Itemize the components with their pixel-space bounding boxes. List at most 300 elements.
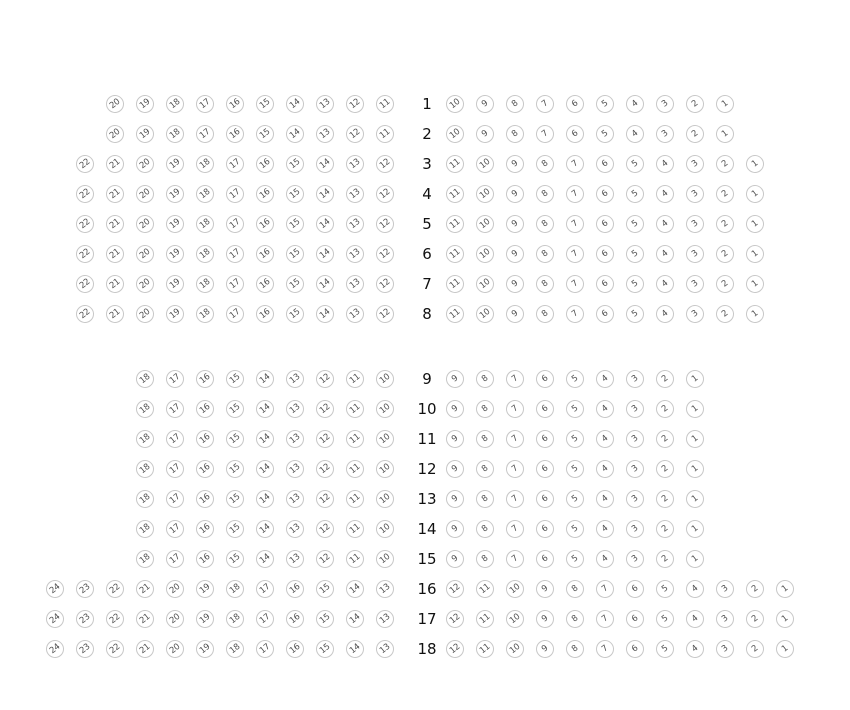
seat[interactable]: 17 xyxy=(162,426,187,451)
seat[interactable]: 13 xyxy=(282,456,307,481)
seat[interactable]: 8 xyxy=(502,121,527,146)
seat[interactable]: 7 xyxy=(532,91,557,116)
seat[interactable]: 12 xyxy=(342,121,367,146)
seat[interactable]: 4 xyxy=(682,636,707,661)
seat[interactable]: 16 xyxy=(192,396,217,421)
seat[interactable]: 23 xyxy=(72,606,97,631)
seat[interactable]: 1 xyxy=(772,576,797,601)
seat[interactable]: 7 xyxy=(502,516,527,541)
seat[interactable]: 5 xyxy=(562,426,587,451)
seat[interactable]: 19 xyxy=(162,211,187,236)
seat[interactable]: 11 xyxy=(442,181,467,206)
seat[interactable]: 7 xyxy=(562,271,587,296)
seat[interactable]: 2 xyxy=(712,181,737,206)
seat[interactable]: 17 xyxy=(162,486,187,511)
seat[interactable]: 9 xyxy=(442,366,467,391)
seat[interactable]: 4 xyxy=(622,91,647,116)
seat[interactable]: 15 xyxy=(282,151,307,176)
seat[interactable]: 3 xyxy=(622,366,647,391)
seat[interactable]: 21 xyxy=(102,151,127,176)
seat[interactable]: 14 xyxy=(252,366,277,391)
seat[interactable]: 5 xyxy=(622,241,647,266)
seat[interactable]: 17 xyxy=(222,271,247,296)
seat[interactable]: 14 xyxy=(282,121,307,146)
seat[interactable]: 4 xyxy=(652,211,677,236)
seat[interactable]: 19 xyxy=(162,151,187,176)
seat[interactable]: 14 xyxy=(312,271,337,296)
seat[interactable]: 21 xyxy=(102,181,127,206)
seat[interactable]: 2 xyxy=(682,91,707,116)
seat[interactable]: 14 xyxy=(342,606,367,631)
seat[interactable]: 12 xyxy=(312,546,337,571)
seat[interactable]: 13 xyxy=(342,151,367,176)
seat[interactable]: 4 xyxy=(682,606,707,631)
seat[interactable]: 2 xyxy=(712,301,737,326)
seat[interactable]: 1 xyxy=(712,121,737,146)
seat[interactable]: 18 xyxy=(192,301,217,326)
seat[interactable]: 2 xyxy=(712,271,737,296)
seat[interactable]: 12 xyxy=(372,241,397,266)
seat[interactable]: 1 xyxy=(682,396,707,421)
seat[interactable]: 10 xyxy=(472,301,497,326)
seat[interactable]: 21 xyxy=(102,301,127,326)
seat[interactable]: 5 xyxy=(652,576,677,601)
seat[interactable]: 4 xyxy=(652,301,677,326)
seat[interactable]: 9 xyxy=(502,301,527,326)
seat[interactable]: 18 xyxy=(192,211,217,236)
seat[interactable]: 14 xyxy=(342,636,367,661)
seat[interactable]: 20 xyxy=(102,91,127,116)
seat[interactable]: 19 xyxy=(132,91,157,116)
seat[interactable]: 16 xyxy=(222,91,247,116)
seat[interactable]: 17 xyxy=(252,636,277,661)
seat[interactable]: 4 xyxy=(592,486,617,511)
seat[interactable]: 18 xyxy=(192,151,217,176)
seat[interactable]: 6 xyxy=(592,151,617,176)
seat[interactable]: 13 xyxy=(282,426,307,451)
seat[interactable]: 6 xyxy=(622,606,647,631)
seat[interactable]: 12 xyxy=(442,636,467,661)
seat[interactable]: 17 xyxy=(222,151,247,176)
seat[interactable]: 4 xyxy=(652,271,677,296)
seat[interactable]: 5 xyxy=(562,456,587,481)
seat[interactable]: 3 xyxy=(682,241,707,266)
seat[interactable]: 13 xyxy=(342,271,367,296)
seat[interactable]: 9 xyxy=(442,456,467,481)
seat[interactable]: 1 xyxy=(772,636,797,661)
seat[interactable]: 11 xyxy=(442,211,467,236)
seat[interactable]: 16 xyxy=(252,181,277,206)
seat[interactable]: 6 xyxy=(592,271,617,296)
seat[interactable]: 9 xyxy=(502,181,527,206)
seat[interactable]: 15 xyxy=(282,241,307,266)
seat[interactable]: 10 xyxy=(372,426,397,451)
seat[interactable]: 7 xyxy=(562,151,587,176)
seat[interactable]: 15 xyxy=(312,606,337,631)
seat[interactable]: 3 xyxy=(682,301,707,326)
seat[interactable]: 3 xyxy=(682,151,707,176)
seat[interactable]: 14 xyxy=(282,91,307,116)
seat[interactable]: 17 xyxy=(162,516,187,541)
seat[interactable]: 19 xyxy=(132,121,157,146)
seat[interactable]: 3 xyxy=(682,271,707,296)
seat[interactable]: 21 xyxy=(132,636,157,661)
seat[interactable]: 15 xyxy=(222,486,247,511)
seat[interactable]: 16 xyxy=(192,516,217,541)
seat[interactable]: 16 xyxy=(252,271,277,296)
seat[interactable]: 5 xyxy=(562,546,587,571)
seat[interactable]: 5 xyxy=(562,366,587,391)
seat[interactable]: 18 xyxy=(222,636,247,661)
seat[interactable]: 1 xyxy=(742,241,767,266)
seat[interactable]: 11 xyxy=(442,271,467,296)
seat[interactable]: 20 xyxy=(132,151,157,176)
seat[interactable]: 8 xyxy=(562,606,587,631)
seat[interactable]: 14 xyxy=(252,516,277,541)
seat[interactable]: 14 xyxy=(252,456,277,481)
seat[interactable]: 18 xyxy=(132,426,157,451)
seat[interactable]: 15 xyxy=(282,181,307,206)
seat[interactable]: 6 xyxy=(532,366,557,391)
seat[interactable]: 18 xyxy=(222,606,247,631)
seat[interactable]: 4 xyxy=(592,456,617,481)
seat[interactable]: 16 xyxy=(282,636,307,661)
seat[interactable]: 3 xyxy=(622,456,647,481)
seat[interactable]: 20 xyxy=(132,181,157,206)
seat[interactable]: 16 xyxy=(222,121,247,146)
seat[interactable]: 13 xyxy=(282,546,307,571)
seat[interactable]: 6 xyxy=(592,301,617,326)
seat[interactable]: 18 xyxy=(192,241,217,266)
seat[interactable]: 15 xyxy=(282,271,307,296)
seat[interactable]: 13 xyxy=(372,576,397,601)
seat[interactable]: 12 xyxy=(372,211,397,236)
seat[interactable]: 10 xyxy=(372,396,397,421)
seat[interactable]: 2 xyxy=(652,396,677,421)
seat[interactable]: 6 xyxy=(622,576,647,601)
seat[interactable]: 21 xyxy=(102,241,127,266)
seat[interactable]: 18 xyxy=(192,181,217,206)
seat[interactable]: 10 xyxy=(502,576,527,601)
seat[interactable]: 13 xyxy=(312,121,337,146)
seat[interactable]: 15 xyxy=(282,211,307,236)
seat[interactable]: 1 xyxy=(772,606,797,631)
seat[interactable]: 3 xyxy=(652,91,677,116)
seat[interactable]: 8 xyxy=(532,151,557,176)
seat[interactable]: 2 xyxy=(652,516,677,541)
seat[interactable]: 17 xyxy=(162,366,187,391)
seat[interactable]: 17 xyxy=(222,241,247,266)
seat[interactable]: 11 xyxy=(442,151,467,176)
seat[interactable]: 3 xyxy=(682,211,707,236)
seat[interactable]: 14 xyxy=(312,181,337,206)
seat[interactable]: 15 xyxy=(222,546,247,571)
seat[interactable]: 8 xyxy=(472,546,497,571)
seat[interactable]: 12 xyxy=(372,271,397,296)
seat[interactable]: 10 xyxy=(472,151,497,176)
seat[interactable]: 15 xyxy=(252,121,277,146)
seat[interactable]: 2 xyxy=(742,636,767,661)
seat[interactable]: 17 xyxy=(192,91,217,116)
seat[interactable]: 8 xyxy=(532,181,557,206)
seat[interactable]: 13 xyxy=(282,396,307,421)
seat[interactable]: 11 xyxy=(342,426,367,451)
seat[interactable]: 8 xyxy=(472,366,497,391)
seat[interactable]: 10 xyxy=(502,606,527,631)
seat[interactable]: 20 xyxy=(162,636,187,661)
seat[interactable]: 4 xyxy=(652,151,677,176)
seat[interactable]: 15 xyxy=(312,576,337,601)
seat[interactable]: 7 xyxy=(562,301,587,326)
seat[interactable]: 14 xyxy=(252,426,277,451)
seat[interactable]: 10 xyxy=(502,636,527,661)
seat[interactable]: 10 xyxy=(372,516,397,541)
seat[interactable]: 1 xyxy=(712,91,737,116)
seat[interactable]: 17 xyxy=(222,211,247,236)
seat[interactable]: 3 xyxy=(712,606,737,631)
seat[interactable]: 15 xyxy=(222,426,247,451)
seat[interactable]: 21 xyxy=(102,211,127,236)
seat[interactable]: 6 xyxy=(592,181,617,206)
seat[interactable]: 9 xyxy=(442,426,467,451)
seat[interactable]: 23 xyxy=(72,576,97,601)
seat[interactable]: 2 xyxy=(652,426,677,451)
seat[interactable]: 9 xyxy=(502,271,527,296)
seat[interactable]: 9 xyxy=(502,241,527,266)
seat[interactable]: 12 xyxy=(372,181,397,206)
seat[interactable]: 13 xyxy=(342,241,367,266)
seat[interactable]: 5 xyxy=(562,486,587,511)
seat[interactable]: 1 xyxy=(742,271,767,296)
seat[interactable]: 2 xyxy=(712,151,737,176)
seat[interactable]: 4 xyxy=(682,576,707,601)
seat[interactable]: 6 xyxy=(592,211,617,236)
seat[interactable]: 6 xyxy=(532,486,557,511)
seat[interactable]: 9 xyxy=(442,486,467,511)
seat[interactable]: 7 xyxy=(562,211,587,236)
seat[interactable]: 8 xyxy=(472,486,497,511)
seat[interactable]: 11 xyxy=(342,396,367,421)
seat[interactable]: 23 xyxy=(72,636,97,661)
seat[interactable]: 13 xyxy=(282,366,307,391)
seat[interactable]: 19 xyxy=(192,576,217,601)
seat[interactable]: 12 xyxy=(372,301,397,326)
seat[interactable]: 3 xyxy=(652,121,677,146)
seat[interactable]: 11 xyxy=(472,606,497,631)
seat[interactable]: 8 xyxy=(472,426,497,451)
seat[interactable]: 11 xyxy=(342,366,367,391)
seat[interactable]: 9 xyxy=(472,91,497,116)
seat[interactable]: 17 xyxy=(252,576,277,601)
seat[interactable]: 3 xyxy=(712,636,737,661)
seat[interactable]: 6 xyxy=(562,121,587,146)
seat[interactable]: 1 xyxy=(742,211,767,236)
seat[interactable]: 14 xyxy=(312,241,337,266)
seat[interactable]: 13 xyxy=(372,636,397,661)
seat[interactable]: 2 xyxy=(742,576,767,601)
seat[interactable]: 24 xyxy=(42,636,67,661)
seat[interactable]: 3 xyxy=(622,546,647,571)
seat[interactable]: 16 xyxy=(252,301,277,326)
seat[interactable]: 7 xyxy=(502,396,527,421)
seat[interactable]: 11 xyxy=(372,121,397,146)
seat[interactable]: 3 xyxy=(682,181,707,206)
seat[interactable]: 15 xyxy=(222,366,247,391)
seat[interactable]: 5 xyxy=(622,301,647,326)
seat[interactable]: 1 xyxy=(682,366,707,391)
seat[interactable]: 8 xyxy=(472,396,497,421)
seat[interactable]: 2 xyxy=(652,486,677,511)
seat[interactable]: 9 xyxy=(502,151,527,176)
seat[interactable]: 4 xyxy=(592,366,617,391)
seat[interactable]: 6 xyxy=(532,456,557,481)
seat[interactable]: 5 xyxy=(592,91,617,116)
seat[interactable]: 10 xyxy=(472,181,497,206)
seat[interactable]: 13 xyxy=(342,211,367,236)
seat[interactable]: 12 xyxy=(312,516,337,541)
seat[interactable]: 2 xyxy=(712,241,737,266)
seat[interactable]: 24 xyxy=(42,606,67,631)
seat[interactable]: 22 xyxy=(102,576,127,601)
seat[interactable]: 16 xyxy=(282,606,307,631)
seat[interactable]: 3 xyxy=(622,396,647,421)
seat[interactable]: 18 xyxy=(162,91,187,116)
seat[interactable]: 16 xyxy=(282,576,307,601)
seat[interactable]: 11 xyxy=(472,636,497,661)
seat[interactable]: 6 xyxy=(532,426,557,451)
seat[interactable]: 2 xyxy=(712,211,737,236)
seat[interactable]: 6 xyxy=(532,516,557,541)
seat[interactable]: 10 xyxy=(372,486,397,511)
seat[interactable]: 16 xyxy=(192,366,217,391)
seat[interactable]: 14 xyxy=(252,396,277,421)
seat[interactable]: 18 xyxy=(132,366,157,391)
seat[interactable]: 20 xyxy=(132,271,157,296)
seat[interactable]: 7 xyxy=(592,606,617,631)
seat[interactable]: 6 xyxy=(532,396,557,421)
seat[interactable]: 14 xyxy=(312,301,337,326)
seat[interactable]: 2 xyxy=(682,121,707,146)
seat[interactable]: 22 xyxy=(102,636,127,661)
seat[interactable]: 8 xyxy=(532,211,557,236)
seat[interactable]: 10 xyxy=(372,366,397,391)
seat[interactable]: 11 xyxy=(372,91,397,116)
seat[interactable]: 2 xyxy=(652,546,677,571)
seat[interactable]: 18 xyxy=(162,121,187,146)
seat[interactable]: 18 xyxy=(132,546,157,571)
seat[interactable]: 2 xyxy=(652,456,677,481)
seat[interactable]: 20 xyxy=(132,241,157,266)
seat[interactable]: 8 xyxy=(562,576,587,601)
seat[interactable]: 17 xyxy=(162,396,187,421)
seat[interactable]: 10 xyxy=(372,546,397,571)
seat[interactable]: 6 xyxy=(592,241,617,266)
seat[interactable]: 7 xyxy=(532,121,557,146)
seat[interactable]: 15 xyxy=(252,91,277,116)
seat[interactable]: 22 xyxy=(72,211,97,236)
seat[interactable]: 6 xyxy=(622,636,647,661)
seat[interactable]: 5 xyxy=(562,516,587,541)
seat[interactable]: 10 xyxy=(442,91,467,116)
seat[interactable]: 8 xyxy=(562,636,587,661)
seat[interactable]: 22 xyxy=(72,271,97,296)
seat[interactable]: 15 xyxy=(222,516,247,541)
seat[interactable]: 22 xyxy=(72,241,97,266)
seat[interactable]: 20 xyxy=(162,606,187,631)
seat[interactable]: 13 xyxy=(342,301,367,326)
seat[interactable]: 15 xyxy=(312,636,337,661)
seat[interactable]: 15 xyxy=(222,396,247,421)
seat[interactable]: 9 xyxy=(442,516,467,541)
seat[interactable]: 20 xyxy=(132,301,157,326)
seat[interactable]: 8 xyxy=(502,91,527,116)
seat[interactable]: 12 xyxy=(312,486,337,511)
seat[interactable]: 22 xyxy=(102,606,127,631)
seat[interactable]: 6 xyxy=(562,91,587,116)
seat[interactable]: 5 xyxy=(622,211,647,236)
seat[interactable]: 9 xyxy=(442,546,467,571)
seat[interactable]: 18 xyxy=(222,576,247,601)
seat[interactable]: 15 xyxy=(282,301,307,326)
seat[interactable]: 9 xyxy=(532,606,557,631)
seat[interactable]: 7 xyxy=(562,241,587,266)
seat[interactable]: 4 xyxy=(652,181,677,206)
seat[interactable]: 20 xyxy=(102,121,127,146)
seat[interactable]: 16 xyxy=(192,486,217,511)
seat[interactable]: 1 xyxy=(682,516,707,541)
seat[interactable]: 13 xyxy=(372,606,397,631)
seat[interactable]: 11 xyxy=(342,456,367,481)
seat[interactable]: 13 xyxy=(342,181,367,206)
seat[interactable]: 7 xyxy=(592,576,617,601)
seat[interactable]: 5 xyxy=(652,636,677,661)
seat[interactable]: 17 xyxy=(252,606,277,631)
seat[interactable]: 11 xyxy=(472,576,497,601)
seat[interactable]: 11 xyxy=(342,546,367,571)
seat[interactable]: 2 xyxy=(652,366,677,391)
seat[interactable]: 21 xyxy=(132,606,157,631)
seat[interactable]: 17 xyxy=(162,546,187,571)
seat[interactable]: 1 xyxy=(682,546,707,571)
seat[interactable]: 4 xyxy=(592,516,617,541)
seat[interactable]: 7 xyxy=(502,426,527,451)
seat[interactable]: 22 xyxy=(72,301,97,326)
seat[interactable]: 9 xyxy=(532,576,557,601)
seat[interactable]: 10 xyxy=(472,241,497,266)
seat[interactable]: 7 xyxy=(502,546,527,571)
seat[interactable]: 16 xyxy=(252,151,277,176)
seat[interactable]: 20 xyxy=(132,211,157,236)
seat[interactable]: 1 xyxy=(682,456,707,481)
seat[interactable]: 13 xyxy=(282,516,307,541)
seat[interactable]: 10 xyxy=(472,211,497,236)
seat[interactable]: 1 xyxy=(682,486,707,511)
seat[interactable]: 7 xyxy=(592,636,617,661)
seat[interactable]: 16 xyxy=(192,426,217,451)
seat[interactable]: 4 xyxy=(592,546,617,571)
seat[interactable]: 22 xyxy=(72,151,97,176)
seat[interactable]: 9 xyxy=(472,121,497,146)
seat[interactable]: 14 xyxy=(342,576,367,601)
seat[interactable]: 1 xyxy=(682,426,707,451)
seat[interactable]: 21 xyxy=(102,271,127,296)
seat[interactable]: 3 xyxy=(622,426,647,451)
seat[interactable]: 10 xyxy=(472,271,497,296)
seat[interactable]: 18 xyxy=(132,486,157,511)
seat[interactable]: 12 xyxy=(442,606,467,631)
seat[interactable]: 5 xyxy=(652,606,677,631)
seat[interactable]: 8 xyxy=(472,456,497,481)
